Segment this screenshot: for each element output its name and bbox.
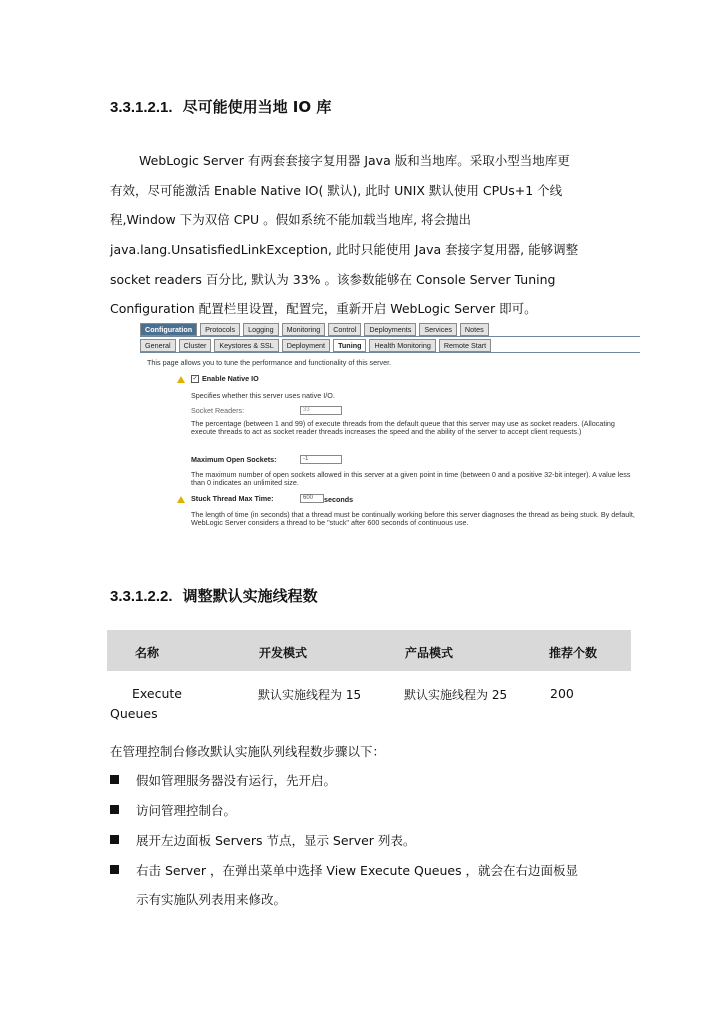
stuck-thread-desc: The length of time (in seconds) that a thread must be continually working before this server diagnoses the thread as being stuck. By default, WebLogic Server considers a thread to be "stuck" after 600 seconds of continuous use. bbox=[191, 510, 635, 527]
list-item: 访问管理控制台。 bbox=[136, 803, 237, 818]
console-screenshot bbox=[140, 321, 640, 529]
steps-intro: 在管理控制台修改默认实施队列线程数步骤以下： bbox=[110, 744, 386, 759]
native-io-label: Enable Native IO bbox=[202, 374, 259, 383]
paragraph-line: WebLogic Server 有两套套接字复用器 Java 版和当地库。采取小型当地库更 bbox=[139, 153, 570, 168]
list-item: 展开左边面板 Servers 节点，显示 Server 列表。 bbox=[136, 833, 416, 848]
subtab-health-monitoring[interactable]: Health Monitoring bbox=[369, 339, 435, 352]
table-cell-name-cont: Queues bbox=[110, 706, 158, 721]
bullet-icon bbox=[110, 805, 119, 814]
paragraph-line: Configuration 配置栏里设置，配置完，重新开启 WebLogic Server 即可。 bbox=[110, 301, 537, 316]
tab-control[interactable]: Control bbox=[328, 323, 361, 336]
tab-logging[interactable]: Logging bbox=[243, 323, 279, 336]
table-cell-prod: 默认实施线程为 25 bbox=[404, 688, 508, 702]
native-io-desc: Specifies whether this server uses native I/O. bbox=[191, 391, 335, 400]
section-title: 调整默认实施线程数 bbox=[182, 587, 318, 605]
column-header: 产品模式 bbox=[405, 646, 454, 660]
tab-deployments[interactable]: Deployments bbox=[364, 323, 416, 336]
section-heading-1 bbox=[110, 96, 331, 117]
tab-monitoring[interactable]: Monitoring bbox=[282, 323, 326, 336]
paragraph-line: 程,Window 下为双倍 CPU 。假如系统不能加载当地库, 将会抛出 bbox=[110, 212, 472, 227]
table-cell-dev: 默认实施线程为 15 bbox=[258, 688, 362, 702]
paragraph-line: java.lang.UnsatisfiedLinkException, 此时只能使用 Java 套接字复用器, 能够调整 bbox=[110, 242, 579, 257]
section-number: 3.3.1.2.2. bbox=[110, 588, 173, 605]
subtab-divider bbox=[140, 352, 640, 353]
subtab-deployment[interactable]: Deployment bbox=[282, 339, 330, 352]
tab-notes[interactable]: Notes bbox=[460, 323, 489, 336]
table-cell-recommended: 200 bbox=[550, 686, 574, 701]
list-item: 假如管理服务器没有运行，先开启。 bbox=[136, 773, 337, 788]
warning-icon bbox=[177, 496, 185, 503]
column-header: 开发模式 bbox=[259, 646, 308, 660]
section-number: 3.3.1.2.1. bbox=[110, 99, 173, 116]
stuck-thread-label: Stuck Thread Max Time: bbox=[191, 494, 274, 503]
tab-services[interactable]: Services bbox=[419, 323, 457, 336]
subtab-tuning[interactable]: Tuning bbox=[333, 339, 366, 352]
socket-readers-desc: The percentage (between 1 and 99) of execute threads from the default queue that this server may use as socket readers. (Allocating execute threads to act as socket reader threads increases the speed and the ability of the server to accept client requests.) bbox=[191, 419, 615, 436]
top-tab-bar bbox=[140, 323, 489, 336]
paragraph-line: socket readers 百分比, 默认为 33% 。该参数能够在 Console Server Tuning bbox=[110, 272, 556, 287]
subtab-keystores-ssl[interactable]: Keystores & SSL bbox=[214, 339, 278, 352]
stuck-thread-unit: seconds bbox=[324, 495, 354, 504]
warning-icon bbox=[177, 376, 185, 383]
socket-readers-input[interactable]: 33 bbox=[300, 406, 342, 415]
section-title: 尽可能使用当地 IO 库 bbox=[182, 98, 332, 116]
paragraph-line: 有效，尽可能激活 Enable Native IO( 默认), 此时 UNIX 默认使用 CPUs+1 个线 bbox=[110, 183, 563, 198]
sub-tab-bar bbox=[140, 339, 491, 352]
subtab-remote-start[interactable]: Remote Start bbox=[439, 339, 491, 352]
table-cell-name: Execute bbox=[132, 686, 182, 701]
list-item-continuation: 示有实施队列表用来修改。 bbox=[136, 892, 287, 907]
column-header: 推荐个数 bbox=[549, 646, 598, 660]
column-header: 名称 bbox=[135, 646, 160, 660]
max-sockets-input[interactable]: -1 bbox=[300, 455, 342, 464]
stuck-thread-input[interactable]: 600 bbox=[300, 494, 324, 503]
native-io-checkbox[interactable]: ✓ bbox=[192, 376, 198, 383]
tab-divider bbox=[140, 336, 640, 337]
native-io-row bbox=[177, 374, 259, 383]
tab-protocols[interactable]: Protocols bbox=[200, 323, 240, 336]
section-heading-2 bbox=[110, 585, 318, 606]
max-sockets-desc: The maximum number of open sockets allowed in this server at a given point in time (between 0 and a positive 32-bit integer). A value less than 0 indicates an unlimited size. bbox=[191, 470, 631, 487]
bullet-icon bbox=[110, 835, 119, 844]
table-header bbox=[107, 630, 631, 671]
max-sockets-label: Maximum Open Sockets: bbox=[191, 455, 277, 464]
subtab-general[interactable]: General bbox=[140, 339, 176, 352]
bullet-icon bbox=[110, 775, 119, 784]
tab-configuration[interactable]: Configuration bbox=[140, 323, 197, 336]
socket-readers-label: Socket Readers: bbox=[191, 406, 245, 415]
stuck-thread-row bbox=[177, 494, 274, 503]
subtab-cluster[interactable]: Cluster bbox=[179, 339, 212, 352]
list-item: 右击 Server ，在弹出菜单中选择 View Execute Queues ，就会在右边面板显 bbox=[136, 863, 579, 878]
page-intro: This page allows you to tune the performance and functionality of this server. bbox=[147, 358, 392, 367]
bullet-icon bbox=[110, 865, 119, 874]
